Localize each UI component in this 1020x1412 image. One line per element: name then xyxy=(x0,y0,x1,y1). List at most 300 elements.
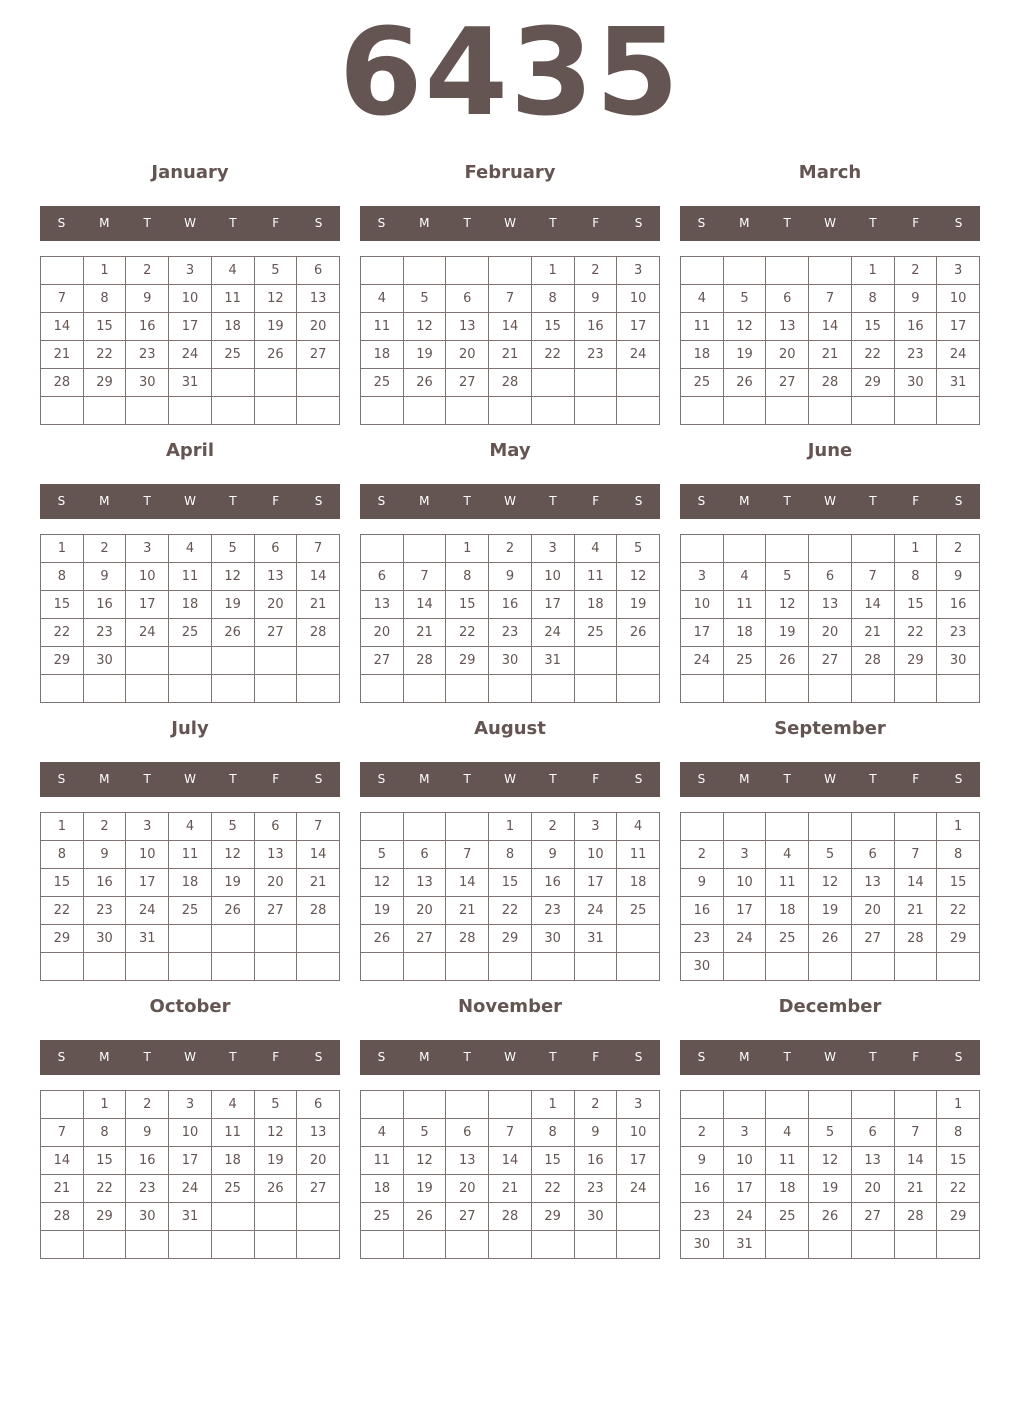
day-cell: 11 xyxy=(211,1119,254,1147)
day-cell: 10 xyxy=(574,841,617,869)
week-row xyxy=(41,813,340,841)
day-grid xyxy=(360,534,660,703)
day-cell: 31 xyxy=(169,369,212,397)
day-cell: 6 xyxy=(809,563,852,591)
day-cell: 17 xyxy=(937,313,980,341)
weekday-label: T xyxy=(463,494,471,508)
day-cell: 15 xyxy=(83,313,126,341)
day-cell: 22 xyxy=(531,341,574,369)
day-cell: 26 xyxy=(254,341,297,369)
day-cell: 21 xyxy=(489,1175,532,1203)
day-cell: 1 xyxy=(83,257,126,285)
day-cell xyxy=(446,397,489,425)
weekday-label: S xyxy=(954,1050,963,1064)
day-cell: 26 xyxy=(617,619,660,647)
week-row xyxy=(361,1147,660,1175)
day-cell: 17 xyxy=(531,591,574,619)
week-row xyxy=(681,563,980,591)
day-cell: 6 xyxy=(446,285,489,313)
month-february xyxy=(360,160,660,430)
weekday-label: S xyxy=(314,1050,323,1064)
day-cell xyxy=(211,953,254,981)
day-cell: 24 xyxy=(531,619,574,647)
day-grid xyxy=(680,1090,980,1259)
week-row xyxy=(41,369,340,397)
day-cell: 10 xyxy=(617,1119,660,1147)
weekday-label: W xyxy=(504,494,516,508)
week-row xyxy=(681,1147,980,1175)
day-cell: 9 xyxy=(574,1119,617,1147)
day-cell: 25 xyxy=(211,1175,254,1203)
day-cell: 12 xyxy=(254,1119,297,1147)
weekday-label: T xyxy=(463,772,471,786)
day-cell xyxy=(809,1231,852,1259)
weekday-label: T xyxy=(549,1050,557,1064)
day-cell: 14 xyxy=(894,1147,937,1175)
weekday-label: M xyxy=(419,772,430,786)
day-cell: 5 xyxy=(254,257,297,285)
day-cell xyxy=(894,397,937,425)
day-cell xyxy=(894,813,937,841)
day-cell: 6 xyxy=(403,841,446,869)
day-cell xyxy=(126,675,169,703)
day-cell: 24 xyxy=(169,341,212,369)
weekday-label: M xyxy=(99,494,110,508)
day-cell xyxy=(617,675,660,703)
week-row xyxy=(681,1175,980,1203)
day-cell: 28 xyxy=(41,369,84,397)
day-cell: 25 xyxy=(211,341,254,369)
weekday-label: M xyxy=(739,216,750,230)
day-cell xyxy=(851,397,894,425)
day-cell: 2 xyxy=(574,1091,617,1119)
day-cell: 3 xyxy=(681,563,724,591)
month-name: January xyxy=(151,162,229,183)
day-cell xyxy=(489,953,532,981)
day-cell: 24 xyxy=(574,897,617,925)
day-cell xyxy=(851,953,894,981)
day-cell xyxy=(681,535,724,563)
day-cell: 23 xyxy=(574,341,617,369)
day-cell: 15 xyxy=(937,869,980,897)
day-cell: 13 xyxy=(851,1147,894,1175)
weekday-label: T xyxy=(229,494,237,508)
week-row xyxy=(681,535,980,563)
day-cell: 29 xyxy=(894,647,937,675)
day-cell: 15 xyxy=(937,1147,980,1175)
day-cell: 14 xyxy=(489,313,532,341)
day-cell: 4 xyxy=(361,1119,404,1147)
day-cell: 21 xyxy=(41,341,84,369)
day-cell: 4 xyxy=(169,535,212,563)
day-cell: 14 xyxy=(894,869,937,897)
day-cell: 25 xyxy=(723,647,766,675)
day-cell: 16 xyxy=(531,869,574,897)
day-cell xyxy=(617,1203,660,1231)
day-cell: 9 xyxy=(83,841,126,869)
day-cell xyxy=(489,675,532,703)
day-cell: 31 xyxy=(169,1203,212,1231)
day-cell xyxy=(126,953,169,981)
day-cell: 16 xyxy=(83,591,126,619)
day-cell: 1 xyxy=(41,535,84,563)
day-cell: 16 xyxy=(681,1175,724,1203)
day-cell: 26 xyxy=(809,925,852,953)
day-cell: 4 xyxy=(617,813,660,841)
day-cell: 6 xyxy=(254,813,297,841)
day-cell: 20 xyxy=(297,1147,340,1175)
day-cell: 19 xyxy=(617,591,660,619)
weekday-label: T xyxy=(143,772,151,786)
day-cell: 15 xyxy=(489,869,532,897)
day-cell xyxy=(403,1091,446,1119)
day-cell: 15 xyxy=(83,1147,126,1175)
day-cell: 13 xyxy=(297,285,340,313)
day-cell xyxy=(254,925,297,953)
day-cell xyxy=(809,1091,852,1119)
day-cell xyxy=(851,675,894,703)
day-cell: 11 xyxy=(766,869,809,897)
week-row xyxy=(681,925,980,953)
weekday-header xyxy=(680,206,980,241)
day-cell: 2 xyxy=(894,257,937,285)
day-cell: 3 xyxy=(126,813,169,841)
day-cell: 9 xyxy=(126,1119,169,1147)
weekday-label: F xyxy=(592,1050,600,1064)
day-cell xyxy=(574,397,617,425)
weekday-header xyxy=(360,484,660,519)
week-row xyxy=(361,1175,660,1203)
day-cell: 30 xyxy=(489,647,532,675)
weekday-label: S xyxy=(377,772,386,786)
day-cell xyxy=(41,1091,84,1119)
day-cell xyxy=(126,1231,169,1259)
day-cell: 19 xyxy=(723,341,766,369)
day-cell: 11 xyxy=(169,841,212,869)
day-cell: 2 xyxy=(126,257,169,285)
day-cell xyxy=(723,257,766,285)
weekday-label: W xyxy=(504,216,516,230)
day-cell: 16 xyxy=(574,313,617,341)
weekday-label: S xyxy=(314,494,323,508)
day-cell: 22 xyxy=(937,1175,980,1203)
month-march xyxy=(680,160,980,430)
day-cell xyxy=(169,675,212,703)
day-cell: 27 xyxy=(297,341,340,369)
weekday-label: F xyxy=(912,216,920,230)
day-cell: 17 xyxy=(617,1147,660,1175)
day-cell xyxy=(531,1231,574,1259)
day-cell: 9 xyxy=(531,841,574,869)
weekday-label: M xyxy=(419,1050,430,1064)
day-cell: 21 xyxy=(894,1175,937,1203)
day-cell xyxy=(937,953,980,981)
week-row xyxy=(361,257,660,285)
day-cell: 1 xyxy=(446,535,489,563)
weekday-label: S xyxy=(697,772,706,786)
day-cell: 20 xyxy=(446,1175,489,1203)
day-cell: 5 xyxy=(809,841,852,869)
weekday-label: T xyxy=(229,216,237,230)
day-cell xyxy=(83,675,126,703)
day-cell xyxy=(851,813,894,841)
day-cell: 13 xyxy=(851,869,894,897)
day-cell: 4 xyxy=(169,813,212,841)
day-cell: 2 xyxy=(681,841,724,869)
day-cell: 5 xyxy=(403,285,446,313)
day-cell xyxy=(574,1231,617,1259)
day-cell: 24 xyxy=(617,341,660,369)
day-grid xyxy=(360,1090,660,1259)
day-cell: 19 xyxy=(254,1147,297,1175)
week-row xyxy=(41,869,340,897)
week-row xyxy=(361,869,660,897)
day-cell xyxy=(531,397,574,425)
month-name: August xyxy=(474,718,546,739)
week-row xyxy=(361,313,660,341)
day-cell: 13 xyxy=(446,1147,489,1175)
day-cell: 20 xyxy=(851,897,894,925)
day-cell: 17 xyxy=(681,619,724,647)
day-cell: 10 xyxy=(617,285,660,313)
day-cell: 25 xyxy=(766,1203,809,1231)
day-cell: 22 xyxy=(851,341,894,369)
day-cell xyxy=(894,1091,937,1119)
day-cell: 5 xyxy=(361,841,404,869)
week-row xyxy=(681,619,980,647)
day-cell: 26 xyxy=(211,897,254,925)
weekday-label: M xyxy=(99,216,110,230)
day-cell: 2 xyxy=(126,1091,169,1119)
day-cell: 8 xyxy=(937,1119,980,1147)
day-cell: 7 xyxy=(446,841,489,869)
day-cell: 1 xyxy=(894,535,937,563)
day-cell: 28 xyxy=(297,897,340,925)
day-cell: 10 xyxy=(169,1119,212,1147)
weekday-header xyxy=(680,1040,980,1075)
month-name: July xyxy=(171,718,209,739)
day-cell xyxy=(766,675,809,703)
day-cell xyxy=(766,1091,809,1119)
weekday-label: S xyxy=(57,216,66,230)
day-cell: 28 xyxy=(41,1203,84,1231)
day-cell: 16 xyxy=(489,591,532,619)
weekday-label: F xyxy=(592,494,600,508)
day-cell: 17 xyxy=(169,1147,212,1175)
month-may xyxy=(360,438,660,708)
week-row xyxy=(41,313,340,341)
day-cell: 24 xyxy=(723,925,766,953)
day-cell xyxy=(617,925,660,953)
day-cell: 30 xyxy=(574,1203,617,1231)
day-cell: 18 xyxy=(617,869,660,897)
day-cell: 3 xyxy=(574,813,617,841)
day-cell: 12 xyxy=(403,313,446,341)
day-cell: 12 xyxy=(809,1147,852,1175)
day-cell: 22 xyxy=(41,619,84,647)
day-cell: 7 xyxy=(851,563,894,591)
day-cell xyxy=(681,397,724,425)
day-cell: 24 xyxy=(617,1175,660,1203)
day-cell: 25 xyxy=(681,369,724,397)
day-cell: 23 xyxy=(83,619,126,647)
weekday-label: W xyxy=(504,1050,516,1064)
day-cell: 7 xyxy=(489,1119,532,1147)
week-row xyxy=(681,897,980,925)
day-cell: 9 xyxy=(681,1147,724,1175)
week-row xyxy=(41,1175,340,1203)
weekday-label: T xyxy=(549,494,557,508)
day-cell: 27 xyxy=(446,369,489,397)
day-cell: 22 xyxy=(83,341,126,369)
day-cell: 27 xyxy=(254,897,297,925)
day-cell: 29 xyxy=(83,369,126,397)
day-cell xyxy=(297,647,340,675)
weekday-label: T xyxy=(143,494,151,508)
day-cell: 14 xyxy=(851,591,894,619)
day-cell: 14 xyxy=(809,313,852,341)
day-cell xyxy=(531,369,574,397)
weekday-header xyxy=(40,484,340,519)
day-cell xyxy=(531,675,574,703)
day-cell: 4 xyxy=(723,563,766,591)
day-cell: 22 xyxy=(937,897,980,925)
month-june xyxy=(680,438,980,708)
day-cell: 16 xyxy=(126,1147,169,1175)
month-september xyxy=(680,716,980,986)
day-cell: 3 xyxy=(937,257,980,285)
weekday-header xyxy=(680,762,980,797)
week-row xyxy=(41,397,340,425)
day-cell: 24 xyxy=(126,619,169,647)
day-cell xyxy=(809,953,852,981)
month-october xyxy=(40,994,340,1264)
day-cell: 16 xyxy=(126,313,169,341)
day-cell xyxy=(809,397,852,425)
day-cell xyxy=(297,925,340,953)
day-cell xyxy=(617,369,660,397)
day-cell: 21 xyxy=(297,869,340,897)
day-cell: 18 xyxy=(211,313,254,341)
day-cell xyxy=(574,647,617,675)
day-cell: 20 xyxy=(254,591,297,619)
day-cell: 5 xyxy=(403,1119,446,1147)
day-cell: 19 xyxy=(809,1175,852,1203)
day-cell: 3 xyxy=(617,1091,660,1119)
day-cell: 20 xyxy=(809,619,852,647)
day-cell: 12 xyxy=(809,869,852,897)
day-cell: 23 xyxy=(126,341,169,369)
day-cell xyxy=(617,397,660,425)
month-name: November xyxy=(457,996,563,1017)
day-cell: 19 xyxy=(403,1175,446,1203)
day-cell: 20 xyxy=(766,341,809,369)
day-cell xyxy=(766,813,809,841)
week-row xyxy=(41,1119,340,1147)
week-row xyxy=(361,1091,660,1119)
day-cell: 21 xyxy=(809,341,852,369)
day-cell: 18 xyxy=(723,619,766,647)
day-grid xyxy=(40,812,340,981)
weekday-label: M xyxy=(739,772,750,786)
day-cell: 5 xyxy=(617,535,660,563)
day-cell xyxy=(766,953,809,981)
day-cell: 27 xyxy=(254,619,297,647)
month-name: December xyxy=(778,996,882,1017)
day-cell xyxy=(489,1231,532,1259)
day-cell xyxy=(937,1231,980,1259)
day-cell xyxy=(681,257,724,285)
weekday-label: T xyxy=(143,216,151,230)
day-cell: 9 xyxy=(126,285,169,313)
month-december xyxy=(680,994,980,1264)
week-row xyxy=(41,675,340,703)
weekday-label: W xyxy=(824,772,836,786)
day-cell xyxy=(894,953,937,981)
day-cell: 12 xyxy=(211,841,254,869)
day-cell xyxy=(41,1231,84,1259)
weekday-label: S xyxy=(954,216,963,230)
week-row xyxy=(41,535,340,563)
day-cell: 8 xyxy=(851,285,894,313)
week-row xyxy=(361,535,660,563)
day-cell: 26 xyxy=(211,619,254,647)
day-cell: 2 xyxy=(531,813,574,841)
weekday-label: W xyxy=(824,1050,836,1064)
day-cell: 27 xyxy=(809,647,852,675)
week-row xyxy=(681,1203,980,1231)
weekday-header xyxy=(360,762,660,797)
day-cell: 2 xyxy=(937,535,980,563)
weekday-label: S xyxy=(377,1050,386,1064)
week-row xyxy=(361,675,660,703)
day-cell: 11 xyxy=(617,841,660,869)
week-row xyxy=(681,1231,980,1259)
day-cell: 29 xyxy=(489,925,532,953)
week-row xyxy=(361,341,660,369)
day-cell: 18 xyxy=(211,1147,254,1175)
day-grid xyxy=(360,256,660,425)
day-cell xyxy=(254,397,297,425)
day-cell: 12 xyxy=(723,313,766,341)
day-cell: 12 xyxy=(617,563,660,591)
day-cell: 30 xyxy=(937,647,980,675)
month-july xyxy=(40,716,340,986)
day-cell: 24 xyxy=(937,341,980,369)
day-cell: 12 xyxy=(361,869,404,897)
day-cell: 7 xyxy=(894,841,937,869)
day-cell: 9 xyxy=(937,563,980,591)
day-cell: 13 xyxy=(809,591,852,619)
weekday-label: S xyxy=(634,1050,643,1064)
weekday-label: F xyxy=(592,772,600,786)
day-cell: 17 xyxy=(574,869,617,897)
weekday-label: S xyxy=(314,772,323,786)
day-cell: 30 xyxy=(681,953,724,981)
day-grid xyxy=(680,534,980,703)
day-cell: 23 xyxy=(894,341,937,369)
day-cell xyxy=(403,953,446,981)
week-row xyxy=(681,257,980,285)
day-cell: 11 xyxy=(211,285,254,313)
weekday-label: F xyxy=(272,216,280,230)
week-row xyxy=(361,841,660,869)
week-row xyxy=(681,1091,980,1119)
day-cell: 17 xyxy=(169,313,212,341)
day-cell: 15 xyxy=(531,313,574,341)
day-cell: 26 xyxy=(403,369,446,397)
day-cell: 8 xyxy=(489,841,532,869)
